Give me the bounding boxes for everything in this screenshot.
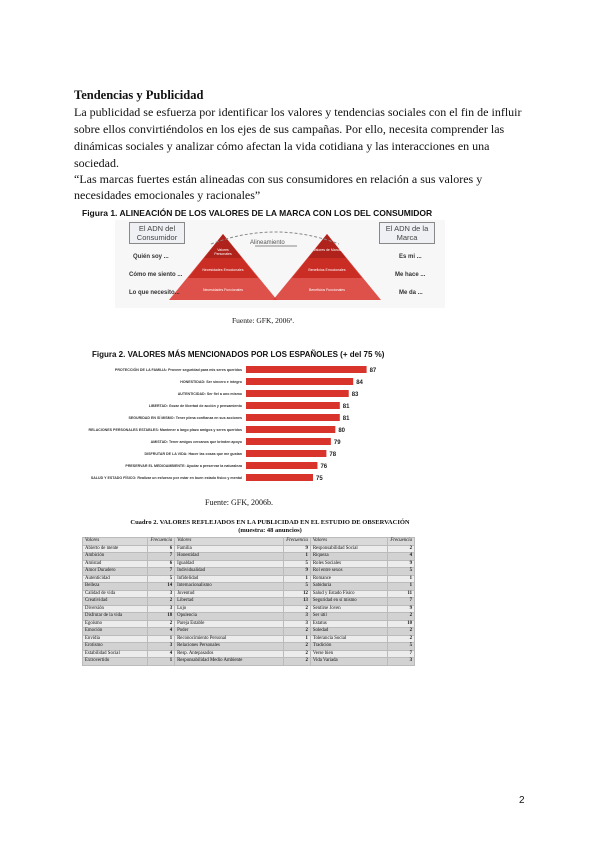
table-cell-frequency: 2 <box>284 658 311 666</box>
table-cell-value: Salud y Estado Físico <box>310 590 387 598</box>
table-cell-value: Romance <box>310 575 387 583</box>
brand-pyramid-label-1: Valores de Marca <box>313 248 341 252</box>
table-cell-frequency: 2 <box>148 620 175 628</box>
table-cell-frequency: 1 <box>284 635 311 643</box>
table-cell-frequency: 2 <box>388 613 415 621</box>
table-cell-frequency: 1 <box>284 553 311 561</box>
table-cell-frequency: 3 <box>284 620 311 628</box>
bar-category-label: LIBERTAD: Gozar de libertad de acción y pensamiento <box>148 404 242 408</box>
table-cell-frequency: 7 <box>388 598 415 606</box>
bar-category-label: HONESTIDAD: Ser sincero e íntegro <box>180 380 242 384</box>
table-cell-value: Emoción <box>83 628 148 636</box>
bar-category-label: RELACIONES PERSONALES ESTABLES: Mantener a largo plazo amigos y seres queridos <box>88 428 242 432</box>
bar-value-label: 81 <box>342 404 350 410</box>
table-cell-value: Reconocimiento Personal <box>175 635 284 643</box>
bar <box>246 450 326 457</box>
table-header-cell: Valores <box>83 538 148 546</box>
table-header-cell: Frecuencia <box>148 538 175 546</box>
table-cell-frequency: 6 <box>148 545 175 553</box>
table-cell-frequency: 5 <box>148 575 175 583</box>
table-cell-frequency: 2 <box>148 598 175 606</box>
figure1-diagram <box>115 220 445 308</box>
table-row <box>83 568 415 576</box>
bar-value-label: 75 <box>316 476 323 482</box>
table-cell-value: Estatus <box>310 620 387 628</box>
table-row <box>83 635 415 643</box>
table-cell-value: Erotismo <box>83 643 148 651</box>
bar <box>246 390 349 397</box>
table-cell-frequency: 3 <box>284 613 311 621</box>
table-cell-value: Verse bien <box>310 650 387 658</box>
figure2-bar-chart <box>88 362 398 488</box>
consumer-pyramid-label-1: Valores Personales <box>214 248 232 256</box>
table-cell-frequency: 12 <box>284 590 311 598</box>
table-cell-frequency: 18 <box>148 613 175 621</box>
table-cell-frequency: 13 <box>284 598 311 606</box>
section-heading: Tendencias y Publicidad <box>74 88 204 102</box>
table-row <box>83 620 415 628</box>
table-cell-value: Opulencia <box>175 613 284 621</box>
table-header-cell: Valores <box>175 538 284 546</box>
table-cell-frequency: 4 <box>148 650 175 658</box>
bar-value-label: 81 <box>342 416 350 422</box>
bar-value-label: 87 <box>369 368 377 374</box>
table-cell-frequency: 3 <box>148 590 175 598</box>
bar-category-label: PROTECCIÓN DE LA FAMILIA: Proveer seguridad para mis seres queridos <box>114 368 242 372</box>
table-cell-value: Individualidad <box>175 568 284 576</box>
bar <box>246 378 353 385</box>
table-cell-frequency: 5 <box>388 568 415 576</box>
table-cell-frequency: 9 <box>284 545 311 553</box>
table-cell-frequency: 11 <box>388 590 415 598</box>
table-row <box>83 553 415 561</box>
figure1-title: Figura 1. ALINEACIÓN DE LOS VALORES DE LA MARCA CON LOS DEL CONSUMIDOR <box>82 208 433 218</box>
bar <box>246 462 317 469</box>
table-cell-value: Seguridad en sí mismo <box>310 598 387 606</box>
table-cell-value: Responsabilidad Social <box>310 545 387 553</box>
table-cell-frequency: 2 <box>388 545 415 553</box>
table-cell-value: Amistad <box>83 560 148 568</box>
bar-category-label: DISFRUTAR DE LA VIDA: Hacer las cosas que me gustan <box>144 452 242 456</box>
table-cell-value: Vida Variada <box>310 658 387 666</box>
table-cell-value: Disfrutar de la vida <box>83 613 148 621</box>
bar <box>246 414 340 421</box>
table-cell-value: Poder <box>175 628 284 636</box>
table-cell-value: Diversión <box>83 605 148 613</box>
table-cell-value: Juventud <box>175 590 284 598</box>
table-cell-value: Honestidad <box>175 553 284 561</box>
table-title <box>120 519 420 535</box>
table-cell-frequency: 4 <box>388 553 415 561</box>
table-cell-value: Belleza <box>83 583 148 591</box>
table-cell-value: Egoísmo <box>83 620 148 628</box>
body-paragraph: La publicidad se esfuerza por identificar los valores y tendencias sociales con el fin de influir sobre ellos convirtiéndolos en los ejes de sus campañas. Por ello, necesita comprender las dinámicas sociales y analizar cómo afectan la vida cotidiana y las interacciones en una sociedad. <box>74 105 522 170</box>
table-cell-frequency: 2 <box>388 628 415 636</box>
consumer-pyramid-label-3: Necesidades Funcionales <box>202 288 244 292</box>
table-cell-value: Extrovertido <box>83 658 148 666</box>
table-row <box>83 613 415 621</box>
table-row <box>83 560 415 568</box>
table-cell-value: Resp. Antepasados <box>175 650 284 658</box>
table-cell-value: Roles Sociales <box>310 560 387 568</box>
table-cell-frequency: 6 <box>148 560 175 568</box>
table-cell-value: Envidia <box>83 635 148 643</box>
table-row <box>83 658 415 666</box>
table-row <box>83 650 415 658</box>
bar-value-label: 80 <box>338 428 346 434</box>
table-cell-frequency: 3 <box>148 643 175 651</box>
bar-category-label: AUTENTICIDAD: Ser fiel a uno mismo <box>177 392 242 396</box>
table-title-line2: (muestra: 48 anuncios) <box>238 527 302 534</box>
table-header-cell: Frecuencia <box>388 538 415 546</box>
table-cell-value: Tradición <box>310 643 387 651</box>
bar-category-label: SALUD Y ESTADO FÍSICO: Realizar un esfuerzo por estar en buen estado físico y mental <box>90 476 242 480</box>
table-cell-value: Creatividad <box>83 598 148 606</box>
table-cell-value: Sabiduría <box>310 583 387 591</box>
table-cell-value: Pareja Estable <box>175 620 284 628</box>
table-cell-frequency: 1 <box>388 583 415 591</box>
table-cell-value: Sentirse Joven <box>310 605 387 613</box>
table-cell-value: Estabilidad Social <box>83 650 148 658</box>
table-cell-frequency: 7 <box>148 553 175 561</box>
table-title-line1: Cuadro 2. VALORES REFLEJADOS EN LA PUBLICIDAD EN EL ESTUDIO DE OBSERVACIÓN <box>130 519 410 526</box>
values-table <box>82 537 415 666</box>
table-cell-value: Ambición <box>83 553 148 561</box>
table-cell-frequency: 2 <box>388 635 415 643</box>
table-cell-value: Libertad <box>175 598 284 606</box>
bar <box>246 366 367 373</box>
page-number: 2 <box>519 795 525 806</box>
brand-pyramid-top <box>308 234 346 258</box>
table-cell-value: Soledad <box>310 628 387 636</box>
table-cell-value: Rol entre sexos <box>310 568 387 576</box>
table-row <box>83 605 415 613</box>
table-cell-value: Internacionalismo <box>175 583 284 591</box>
bar <box>246 426 335 433</box>
table-row <box>83 643 415 651</box>
table-cell-value: Lujo <box>175 605 284 613</box>
table-cell-value: Calidad de vida <box>83 590 148 598</box>
table-cell-frequency: 1 <box>388 575 415 583</box>
table-header-cell: Frecuencia <box>284 538 311 546</box>
bar-category-label: PRESERVAR EL MEDIOAMBIENTE: Ayudar a preservar la naturaleza <box>125 464 242 468</box>
table-row <box>83 598 415 606</box>
bar-value-label: 78 <box>329 452 337 458</box>
brand-row-2: Me hace ... <box>395 272 426 278</box>
table-cell-value: Autenticidad <box>83 575 148 583</box>
table-row <box>83 628 415 636</box>
table-cell-value: Ser útil <box>310 613 387 621</box>
bar <box>246 402 340 409</box>
bar-category-label: SEGURIDAD EN SÍ MISMO: Tener plena confianza en sus acciones <box>128 416 242 420</box>
table-cell-frequency: 5 <box>284 560 311 568</box>
figure1-source: Fuente: GFK, 2006ª. <box>232 316 295 325</box>
table-cell-frequency: 5 <box>388 643 415 651</box>
table-cell-value: Igualdad <box>175 560 284 568</box>
bar-value-label: 79 <box>333 440 341 446</box>
table-cell-frequency: 2 <box>284 605 311 613</box>
brand-dna-box: El ADN de la Marca <box>379 222 435 244</box>
table-cell-frequency: 10 <box>388 620 415 628</box>
bar-value-label: 83 <box>351 392 359 398</box>
table-cell-value: Relaciones Personales <box>175 643 284 651</box>
table-cell-value: Infidelidad <box>175 575 284 583</box>
table-cell-frequency: 7 <box>388 650 415 658</box>
brand-row-3: Me da ... <box>399 290 423 296</box>
table-cell-value: Responsabilidad Medio Ambiente <box>175 658 284 666</box>
table-cell-value: Riqueza <box>310 553 387 561</box>
table-header-row <box>83 538 415 546</box>
table-cell-frequency: 7 <box>148 568 175 576</box>
bar-value-label: 76 <box>320 464 328 470</box>
table-row <box>83 545 415 553</box>
table-cell-frequency: 1 <box>148 658 175 666</box>
table-cell-frequency: 9 <box>388 560 415 568</box>
table-cell-frequency: 9 <box>388 605 415 613</box>
brand-pyramid-label-3: Beneficios Funcionales <box>309 288 345 292</box>
table-cell-frequency: 2 <box>284 628 311 636</box>
table-header-cell: Valores <box>310 538 387 546</box>
table-cell-frequency: 1 <box>148 635 175 643</box>
table-cell-value: Amor Duradero <box>83 568 148 576</box>
table-cell-value: Abierto de mente <box>83 545 148 553</box>
table-row <box>83 590 415 598</box>
brand-pyramid-label-2: Beneficios Emocionales <box>308 268 346 272</box>
figure2-title: Figura 2. VALORES MÁS MENCIONADOS POR LOS ESPAÑOLES (+ del 75 %) <box>92 350 385 359</box>
table-cell-frequency: 2 <box>284 650 311 658</box>
table-cell-value: Familia <box>175 545 284 553</box>
table-cell-frequency: 2 <box>284 643 311 651</box>
table-cell-frequency: 1 <box>284 575 311 583</box>
consumer-row-2: Cómo me siento ... <box>129 272 183 278</box>
table-cell-frequency: 3 <box>388 658 415 666</box>
alignment-label: Alineamiento <box>250 240 285 246</box>
figure2-source: Fuente: GFK, 2006b. <box>205 498 273 507</box>
bar-value-label: 84 <box>356 380 363 386</box>
consumer-dna-box: El ADN del Consumidor <box>129 222 185 244</box>
table-cell-frequency: 4 <box>148 628 175 636</box>
consumer-row-1: Quién soy ... <box>133 254 169 260</box>
table-row <box>83 583 415 591</box>
bar-category-label: AMISTAD: Tener amigos cercanos que brinden apoyo <box>150 440 242 444</box>
quote-text: “Las marcas fuertes están alineadas con sus consumidores en relación a sus valores y necesidades emocionales y racionales” <box>74 172 483 202</box>
table-row <box>83 575 415 583</box>
table-cell-frequency: 5 <box>284 583 311 591</box>
bar <box>246 474 313 481</box>
table-cell-frequency: 9 <box>284 568 311 576</box>
brand-row-1: Es mi ... <box>399 254 422 260</box>
bar <box>246 438 331 445</box>
consumer-row-3: Lo que necesito... <box>129 290 180 296</box>
table-cell-frequency: 3 <box>148 605 175 613</box>
consumer-pyramid-label-2: Necesidades Emocionales <box>202 268 244 272</box>
table-cell-value: Tolerancia Social <box>310 635 387 643</box>
table-cell-frequency: 14 <box>148 583 175 591</box>
